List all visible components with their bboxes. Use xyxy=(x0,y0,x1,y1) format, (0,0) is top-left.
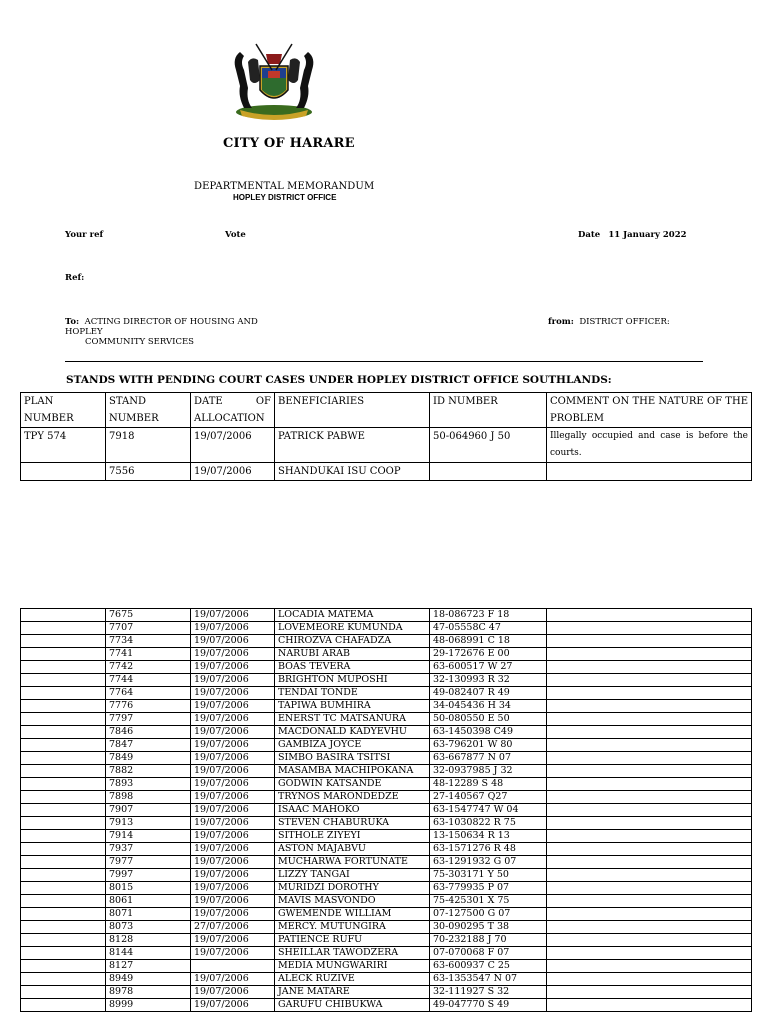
cell-id: 49-082407 R 49 xyxy=(430,687,547,700)
cell-name: ASTON MAJABVU xyxy=(275,843,430,856)
cell-id: 70-232188 J 70 xyxy=(430,934,547,947)
cell-stand: 7893 xyxy=(106,778,191,791)
cell-stand: 7937 xyxy=(106,843,191,856)
cell-comment xyxy=(547,635,752,648)
cell-comment xyxy=(547,895,752,908)
cell-stand: 7918 xyxy=(106,428,191,463)
table-row xyxy=(21,973,752,986)
cell-id: 48-068991 C 18 xyxy=(430,635,547,648)
cell-date: 19/07/2006 xyxy=(191,752,275,765)
cell-name: GODWIN KATSANDE xyxy=(275,778,430,791)
cell-comment xyxy=(547,778,752,791)
cell-id: 27-140567 Q27 xyxy=(430,791,547,804)
stands-table-list xyxy=(20,608,752,1012)
cell-name: LOVEMEORE KUMUNDA xyxy=(275,622,430,635)
cell-comment xyxy=(547,934,752,947)
cell-date: 19/07/2006 xyxy=(191,986,275,999)
cell-id: 63-1547747 W 04 xyxy=(430,804,547,817)
table-row xyxy=(21,934,752,947)
cell-plan xyxy=(21,739,106,752)
table-row xyxy=(21,856,752,869)
cell-stand: 8999 xyxy=(106,999,191,1012)
date-value: 11 January 2022 xyxy=(608,230,687,240)
table-row xyxy=(21,674,752,687)
office-name: HOPLEY DISTRICT OFFICE xyxy=(233,193,337,202)
cell-stand: 7846 xyxy=(106,726,191,739)
cell-id: 32-111927 S 32 xyxy=(430,986,547,999)
table-row xyxy=(21,804,752,817)
to-label: To: xyxy=(65,317,80,327)
cell-id: 07-070068 F 07 xyxy=(430,947,547,960)
cell-comment xyxy=(547,921,752,934)
cell-name: CHIROZVA CHAFADZA xyxy=(275,635,430,648)
cell-name: BRIGHTON MUPOSHI xyxy=(275,674,430,687)
cell-id: 63-600517 W 27 xyxy=(430,661,547,674)
table-row xyxy=(21,817,752,830)
cell-comment xyxy=(547,726,752,739)
cell-stand: 8949 xyxy=(106,973,191,986)
cell-id: 49-047770 S 49 xyxy=(430,999,547,1012)
cell-id: 30-090295 T 38 xyxy=(430,921,547,934)
header-date: DATE OF ALLOCATION xyxy=(191,393,275,428)
cell-date: 19/07/2006 xyxy=(191,661,275,674)
cell-comment xyxy=(547,999,752,1012)
stands-table-top xyxy=(20,392,752,481)
cell-id: 63-667877 N 07 xyxy=(430,752,547,765)
cell-plan xyxy=(21,921,106,934)
table-row xyxy=(21,778,752,791)
cell-name: JANE MATARE xyxy=(275,986,430,999)
cell-plan xyxy=(21,700,106,713)
cell-id: 18-086723 F 18 xyxy=(430,609,547,622)
table-header-row xyxy=(21,393,752,428)
cell-plan xyxy=(21,908,106,921)
cell-comment xyxy=(547,791,752,804)
cell-id: 63-779935 P 07 xyxy=(430,882,547,895)
cell-name: TRYNOS MARONDEDZE xyxy=(275,791,430,804)
cell-name: ISAAC MAHOKO xyxy=(275,804,430,817)
cell-comment xyxy=(547,986,752,999)
cell-comment xyxy=(547,739,752,752)
cell-plan xyxy=(21,648,106,661)
table-row xyxy=(21,895,752,908)
cell-plan xyxy=(21,843,106,856)
cell-stand: 7849 xyxy=(106,752,191,765)
cell-id: 63-1571276 R 48 xyxy=(430,843,547,856)
cell-id: 63-1291932 G 07 xyxy=(430,856,547,869)
cell-plan xyxy=(21,726,106,739)
cell-plan xyxy=(21,661,106,674)
cell-plan xyxy=(21,869,106,882)
cell-plan xyxy=(21,934,106,947)
table-row xyxy=(21,463,752,481)
cell-name: SITHOLE ZIYEYI xyxy=(275,830,430,843)
table-row xyxy=(21,622,752,635)
cell-date: 19/07/2006 xyxy=(191,830,275,843)
cell-comment xyxy=(547,765,752,778)
cell-date: 27/07/2006 xyxy=(191,921,275,934)
cell-date: 19/07/2006 xyxy=(191,908,275,921)
cell-stand: 7764 xyxy=(106,687,191,700)
from-block xyxy=(548,317,670,327)
cell-id: 63-1030822 R 75 xyxy=(430,817,547,830)
cell-id: 50-080550 E 50 xyxy=(430,713,547,726)
cell-name: MERCY. MUTUNGIRA xyxy=(275,921,430,934)
cell-name: MEDIA MUNGWARIRI xyxy=(275,960,430,973)
cell-name: MURIDZI DOROTHY xyxy=(275,882,430,895)
cell-date: 19/07/2006 xyxy=(191,713,275,726)
cell-id: 63-1450398 C49 xyxy=(430,726,547,739)
cell-stand: 8978 xyxy=(106,986,191,999)
cell-plan xyxy=(21,752,106,765)
cell-date: 19/07/2006 xyxy=(191,778,275,791)
cell-date: 19/07/2006 xyxy=(191,463,275,481)
table-row xyxy=(21,791,752,804)
cell-name: TAPIWA BUMHIRA xyxy=(275,700,430,713)
cell-plan xyxy=(21,804,106,817)
table-row xyxy=(21,609,752,622)
cell-stand: 7556 xyxy=(106,463,191,481)
cell-plan xyxy=(21,674,106,687)
table-row xyxy=(21,908,752,921)
cell-name: NARUBI ARAB xyxy=(275,648,430,661)
cell-plan xyxy=(21,999,106,1012)
cell-id: 50-064960 J 50 xyxy=(430,428,547,463)
cell-stand: 7847 xyxy=(106,739,191,752)
cell-id: 48-12289 S 48 xyxy=(430,778,547,791)
cell-plan xyxy=(21,765,106,778)
your-ref-label: Your ref xyxy=(65,230,104,240)
header-plan: PLAN NUMBER xyxy=(21,393,106,428)
cell-date: 19/07/2006 xyxy=(191,428,275,463)
cell-plan xyxy=(21,986,106,999)
memo-title: DEPARTMENTAL MEMORANDUM xyxy=(194,181,375,192)
cell-comment xyxy=(547,804,752,817)
cell-date: 19/07/2006 xyxy=(191,856,275,869)
table-row xyxy=(21,661,752,674)
coat-of-arms-icon xyxy=(226,40,322,122)
cell-plan xyxy=(21,622,106,635)
table-row xyxy=(21,428,752,463)
cell-name: GAMBIZA JOYCE xyxy=(275,739,430,752)
cell-stand: 7882 xyxy=(106,765,191,778)
cell-stand: 8128 xyxy=(106,934,191,947)
cell-name: PATIENCE RUFU xyxy=(275,934,430,947)
cell-id: 32-130993 R 32 xyxy=(430,674,547,687)
table-row xyxy=(21,713,752,726)
cell-date: 19/07/2006 xyxy=(191,999,275,1012)
cell-date: 19/07/2006 xyxy=(191,895,275,908)
vote-label: Vote xyxy=(225,230,246,240)
cell-comment xyxy=(547,882,752,895)
cell-stand: 7734 xyxy=(106,635,191,648)
cell-stand: 7744 xyxy=(106,674,191,687)
cell-date: 19/07/2006 xyxy=(191,674,275,687)
cell-date: 19/07/2006 xyxy=(191,609,275,622)
cell-comment xyxy=(547,622,752,635)
table-row xyxy=(21,726,752,739)
header-stand: STAND NUMBER xyxy=(106,393,191,428)
cell-date: 19/07/2006 xyxy=(191,843,275,856)
date-line xyxy=(578,230,687,240)
cell-id: 34-045436 H 34 xyxy=(430,700,547,713)
cell-name: BOAS TEVERA xyxy=(275,661,430,674)
table-row xyxy=(21,921,752,934)
cell-name: ENERST TC MATSANURA xyxy=(275,713,430,726)
cell-date: 19/07/2006 xyxy=(191,947,275,960)
cell-name: LIZZY TANGAI xyxy=(275,869,430,882)
cell-comment xyxy=(547,908,752,921)
cell-date: 19/07/2006 xyxy=(191,687,275,700)
cell-stand: 7776 xyxy=(106,700,191,713)
cell-stand: 7741 xyxy=(106,648,191,661)
cell-stand: 7913 xyxy=(106,817,191,830)
cell-stand: 8127 xyxy=(106,960,191,973)
cell-comment xyxy=(547,752,752,765)
cell-comment xyxy=(547,960,752,973)
cell-id xyxy=(430,463,547,481)
cell-name: TENDAI TONDE xyxy=(275,687,430,700)
cell-name: MUCHARWA FORTUNATE xyxy=(275,856,430,869)
cell-date: 19/07/2006 xyxy=(191,765,275,778)
from-label: from: xyxy=(548,317,574,327)
table-row xyxy=(21,960,752,973)
table-row xyxy=(21,765,752,778)
table-row xyxy=(21,882,752,895)
cell-stand: 7977 xyxy=(106,856,191,869)
cell-comment xyxy=(547,817,752,830)
cell-plan xyxy=(21,973,106,986)
table-row xyxy=(21,869,752,882)
cell-plan xyxy=(21,635,106,648)
cell-name: LOCADIA MATEMA xyxy=(275,609,430,622)
table-row xyxy=(21,739,752,752)
table-row xyxy=(21,648,752,661)
section-heading: STANDS WITH PENDING COURT CASES UNDER HOPLEY DISTRICT OFFICE SOUTHLANDS: xyxy=(66,374,612,386)
ref-label: Ref: xyxy=(65,273,85,283)
cell-plan xyxy=(21,830,106,843)
cell-name: MASAMBA MACHIPOKANA xyxy=(275,765,430,778)
cell-date: 19/07/2006 xyxy=(191,635,275,648)
cell-id: 75-303171 Y 50 xyxy=(430,869,547,882)
cell-date: 19/07/2006 xyxy=(191,648,275,661)
table-row xyxy=(21,999,752,1012)
cell-stand: 8015 xyxy=(106,882,191,895)
cell-comment xyxy=(547,674,752,687)
cell-stand: 7707 xyxy=(106,622,191,635)
cell-name: SIMBO BASIRA TSITSI xyxy=(275,752,430,765)
cell-name: MAVIS MASVONDO xyxy=(275,895,430,908)
table-row xyxy=(21,687,752,700)
cell-comment xyxy=(547,661,752,674)
header-id: ID NUMBER xyxy=(430,393,547,428)
cell-id: 13-150634 R 13 xyxy=(430,830,547,843)
cell-id: 63-796201 W 80 xyxy=(430,739,547,752)
table-row xyxy=(21,752,752,765)
cell-plan: TPY 574 xyxy=(21,428,106,463)
table-row xyxy=(21,700,752,713)
cell-date: 19/07/2006 xyxy=(191,934,275,947)
cell-id: 47-05558C 47 xyxy=(430,622,547,635)
table-row xyxy=(21,830,752,843)
header-beneficiaries: BENEFICIARIES xyxy=(275,393,430,428)
cell-stand: 8071 xyxy=(106,908,191,921)
table-row xyxy=(21,635,752,648)
cell-name: GARUFU CHIBUKWA xyxy=(275,999,430,1012)
table-row xyxy=(21,843,752,856)
cell-date: 19/07/2006 xyxy=(191,622,275,635)
cell-date: 19/07/2006 xyxy=(191,791,275,804)
cell-id: 32-0937985 J 32 xyxy=(430,765,547,778)
cell-comment xyxy=(547,609,752,622)
cell-id: 75-425301 X 75 xyxy=(430,895,547,908)
cell-date: 19/07/2006 xyxy=(191,739,275,752)
cell-stand: 8144 xyxy=(106,947,191,960)
cell-plan xyxy=(21,895,106,908)
cell-date: 19/07/2006 xyxy=(191,817,275,830)
cell-stand: 7907 xyxy=(106,804,191,817)
from-value: DISTRICT OFFICER: xyxy=(579,317,670,327)
cell-stand: 7797 xyxy=(106,713,191,726)
cell-plan xyxy=(21,687,106,700)
cell-plan xyxy=(21,713,106,726)
cell-stand: 7742 xyxy=(106,661,191,674)
cell-date: 19/07/2006 xyxy=(191,804,275,817)
cell-date xyxy=(191,960,275,973)
cell-stand: 8073 xyxy=(106,921,191,934)
cell-stand: 7914 xyxy=(106,830,191,843)
cell-date: 19/07/2006 xyxy=(191,726,275,739)
table-row xyxy=(21,947,752,960)
date-label: Date xyxy=(578,230,601,240)
cell-name: ALECK RUZIVE xyxy=(275,973,430,986)
cell-stand: 7898 xyxy=(106,791,191,804)
cell-comment xyxy=(547,700,752,713)
to-line3: COMMUNITY SERVICES xyxy=(85,337,194,347)
cell-comment xyxy=(547,463,752,481)
cell-id: 07-127500 G 07 xyxy=(430,908,547,921)
cell-plan xyxy=(21,609,106,622)
cell-date: 19/07/2006 xyxy=(191,700,275,713)
cell-name: SHEILLAR TAWODZERA xyxy=(275,947,430,960)
cell-date: 19/07/2006 xyxy=(191,869,275,882)
divider xyxy=(65,361,703,362)
cell-name: PATRICK PABWE xyxy=(275,428,430,463)
to-line1: ACTING DIRECTOR OF HOUSING AND xyxy=(84,317,258,327)
cell-plan xyxy=(21,947,106,960)
cell-date: 19/07/2006 xyxy=(191,882,275,895)
to-block xyxy=(65,317,258,347)
cell-comment xyxy=(547,843,752,856)
table-row xyxy=(21,986,752,999)
cell-comment xyxy=(547,648,752,661)
cell-name: SHANDUKAI ISU COOP xyxy=(275,463,430,481)
cell-name: STEVEN CHABURUKA xyxy=(275,817,430,830)
cell-stand: 7997 xyxy=(106,869,191,882)
cell-date: 19/07/2006 xyxy=(191,973,275,986)
city-title: CITY OF HARARE xyxy=(223,136,355,151)
cell-comment xyxy=(547,947,752,960)
to-line2: HOPLEY xyxy=(65,327,103,337)
cell-plan xyxy=(21,960,106,973)
cell-name: GWEMENDE WILLIAM xyxy=(275,908,430,921)
cell-comment xyxy=(547,856,752,869)
cell-id: 63-600937 C 25 xyxy=(430,960,547,973)
cell-stand: 8061 xyxy=(106,895,191,908)
cell-comment: Illegally occupied and case is before the courts. xyxy=(547,428,752,463)
cell-plan xyxy=(21,882,106,895)
cell-comment xyxy=(547,830,752,843)
cell-plan xyxy=(21,778,106,791)
cell-plan xyxy=(21,856,106,869)
header-comment: COMMENT ON THE NATURE OF THE PROBLEM xyxy=(547,393,752,428)
cell-id: 63-1353547 N 07 xyxy=(430,973,547,986)
cell-name: MACDONALD KADYEVHU xyxy=(275,726,430,739)
cell-comment xyxy=(547,869,752,882)
cell-comment xyxy=(547,687,752,700)
cell-plan xyxy=(21,791,106,804)
cell-stand: 7675 xyxy=(106,609,191,622)
cell-plan xyxy=(21,817,106,830)
cell-comment xyxy=(547,713,752,726)
cell-comment xyxy=(547,973,752,986)
cell-plan xyxy=(21,463,106,481)
cell-id: 29-172676 E 00 xyxy=(430,648,547,661)
